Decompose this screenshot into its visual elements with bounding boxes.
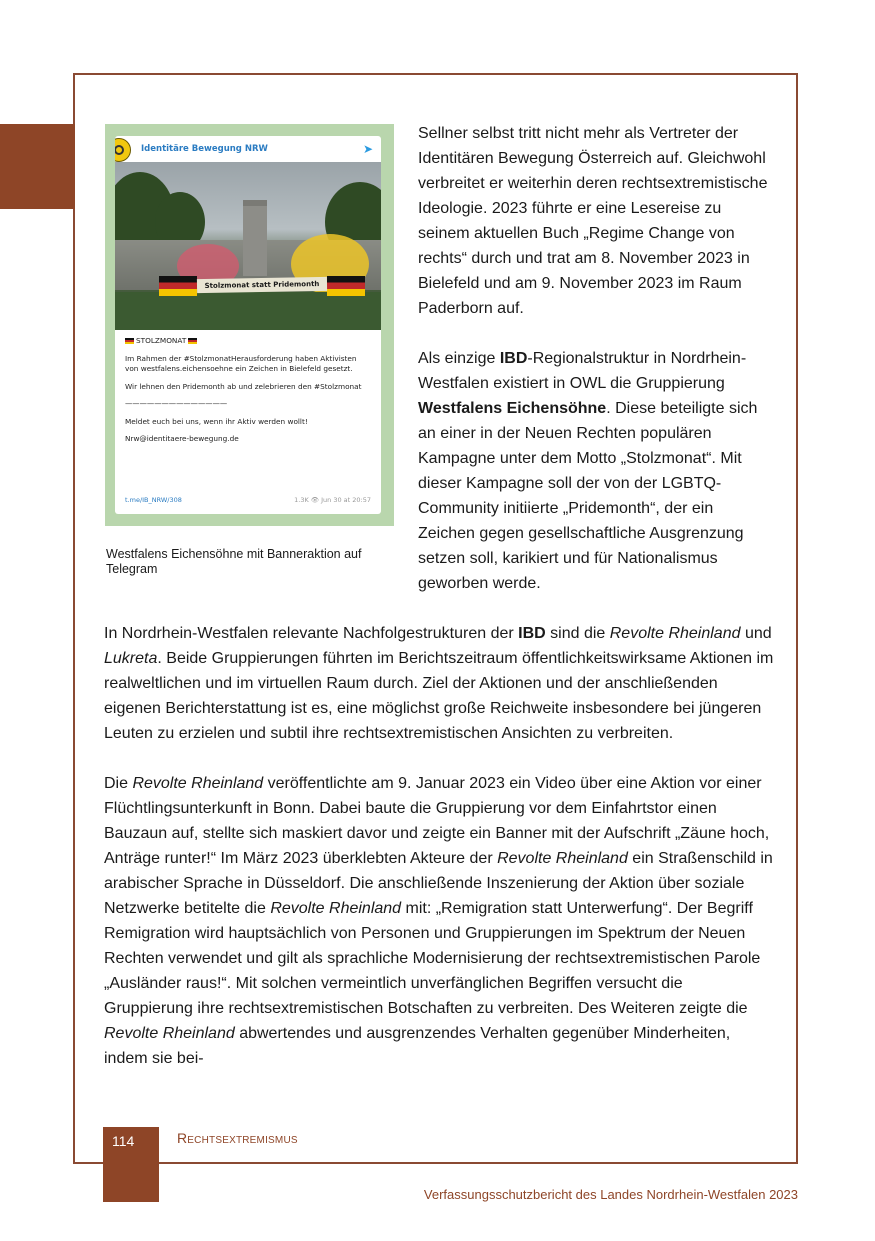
flag-icon (125, 338, 134, 344)
post-title: STOLZMONAT (136, 336, 187, 345)
channel-avatar-icon (115, 138, 131, 162)
post-photo (115, 162, 381, 330)
post-email: Nrw@identitaere-bewegung.de (125, 434, 239, 444)
group-name: Revolte Rheinland (497, 850, 628, 867)
castle-tower (243, 200, 267, 276)
paragraph: Als einzige IBD-Regionalstruktur in Nordrhein-Westfalen existiert in OWL die Gruppierung Westfalens Eichensöhne. Diese beteiligte sich an einer in der Neuen Rechten populären Kampagne unter dem Motto „Stolzmonat“. Mit dieser Kampagne soll der von der LGBTQ-Community initiierte „Pridemonth“, der ein Zeichen gegen gesellschaftliche Ausgrenzung setzen soll, karikiert und für Nationalismus geworben werde. (418, 350, 758, 592)
figure-caption: Westfalens Eichensöhne mit Banneraktion auf Telegram (106, 547, 362, 576)
post-paragraph: Im Rahmen der #StolzmonatHerausforderung haben Aktivisten von westfalens.eichensoehne ein Zeichen in Bielefeld gesetzt. (125, 353, 357, 374)
flag-icon (188, 338, 197, 344)
post-paragraph: Meldet euch bei uns, wenn ihr Aktiv werden wollt! (125, 416, 308, 426)
side-tab-marker (0, 124, 75, 209)
post-link: t.me/IB_NRW/308 (125, 496, 182, 504)
paragraph: Sellner selbst tritt nicht mehr als Vertreter der Identitären Bewegung Österreich auf. Gleichwohl verbreitet er weiterhin deren rechtsextremistische Ideologie. 2023 führte er eine Lesereise zu seinem aktuellen Buch „Regime Change von rechts“ durch und trat am 8. November 2023 in Bielefeld und am 9. November 2023 im Raum Paderborn auf. (418, 125, 768, 317)
telegram-post-card (115, 136, 381, 514)
group-name: Revolte Rheinland (609, 625, 741, 642)
group-name: Revolte Rheinland (270, 900, 402, 917)
telegram-icon: ➤ (362, 142, 373, 156)
group-name: Revolte Rheinland (132, 775, 264, 792)
paragraph: Die Revolte Rheinland veröffentlichte am 9. Januar 2023 ein Video über eine Aktion vor einer Flüchtlingsunterkunft in Bonn. Dabei baute die Gruppierung vor dem Einfahrtstor einen Bauzaun auf, stellte sich maskiert davor und zeigte ein Banner mit der Aufschrift „Zäune hoch, Anträge runter!“ Im März 2023 überklebten Akteure der Revolte Rheinland ein Straßenschild in arabischer Sprache in Düsseldorf. Die anschließende Inszenierung der Aktion über soziale Netzwerke betitelte die Revolte Rheinland mit: „Remigration statt Unterwerfung“. Der Begriff Remigration wird hauptsächlich von Personen und Gruppierungen im Spektrum der Neuen Rechten verwendet und gilt als sprachliche Modernisierung der rechtsextremistischen Parole „Ausländer raus!“. Mit solchen vermeintlich unverfänglichen Begriffen versucht die Gruppierung ihre rechtsextremistischen Botschaften zu verbreiten. Des Weiteren zeigte die Revolte Rheinland abwertendes und ausgrenzendes Verhalten gegenüber Minderheiten, indem sie bei- (104, 775, 773, 1067)
page-number: 114 (103, 1127, 159, 1202)
section-title: Rechtsextremismus (177, 1130, 298, 1146)
post-meta: 1.3K 👁 Jun 30 at 20:57 (294, 496, 371, 504)
publication-title: Verfassungsschutzbericht des Landes Nordrhein-Westfalen 2023 (423, 1187, 798, 1202)
channel-name: Identitäre Bewegung NRW (141, 144, 268, 154)
main-body-text (104, 621, 774, 1096)
post-footer (125, 496, 371, 504)
group-name: Westfalens Eichensöhne (418, 400, 607, 417)
photo-banner: Stolzmonat statt Pridemonth (197, 277, 327, 293)
ibd-term: IBD (499, 350, 528, 367)
post-paragraph: Wir lehnen den Pridemonth ab und zelebrieren den #Stolzmonat (125, 381, 362, 391)
ibd-term: IBD (518, 625, 546, 642)
group-name: Revolte Rheinland (104, 1025, 235, 1042)
group-name: Lukreta (104, 650, 158, 667)
post-divider: —————————————— (125, 399, 228, 409)
telegram-header (115, 136, 381, 162)
right-column-text (418, 121, 768, 621)
telegram-screenshot-figure (105, 124, 394, 526)
paragraph: In Nordrhein-Westfalen relevante Nachfolgestrukturen der IBD sind die Revolte Rheinland und Lukreta. Beide Gruppierungen führten im Berichtszeitraum öffentlichkeitswirksame Aktionen im realweltlichen und im virtuellen Raum durch. Ziel der Aktionen und der anschließenden eigenen Berichterstattung ist es, eine möglichst große Reichweite insbesondere bei jüngeren Leuten zu erzielen und subtil ihre rechtsextremistischen Ansichten zu verbreiten. (104, 625, 774, 742)
post-text (115, 330, 381, 445)
